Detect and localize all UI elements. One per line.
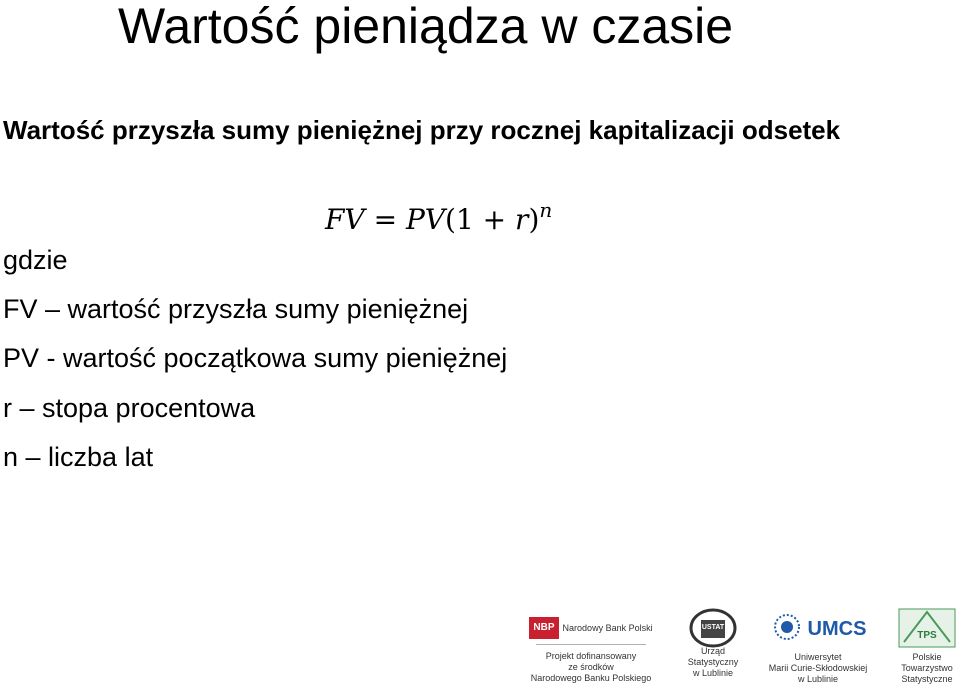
formula-r: r [515, 203, 529, 236]
nbp-caption-1: Projekt dofinansowany [545, 651, 637, 661]
nbp-logo-block [530, 615, 652, 684]
pts-caption-1: Polskie [912, 652, 942, 662]
nbp-badge: NBP [529, 617, 558, 639]
definition-fv: FV – wartość przyszła sumy pieniężnej [3, 294, 469, 324]
umcs-name: UMCS [807, 617, 867, 640]
formula-open-paren: ( [445, 203, 456, 236]
slide-title: Wartość pieniądza w czasie [118, 0, 734, 54]
pts-logo-block [896, 608, 958, 685]
us-logo-block [678, 608, 748, 679]
us-mark: USTAT [701, 624, 725, 631]
slide-subtitle: Wartość przyszła sumy pieniężnej przy rocznej kapitalizacji odsetek [3, 115, 841, 145]
umcs-logo [764, 612, 872, 646]
umcs-logo-block [764, 612, 872, 685]
pts-mark: TPS [917, 630, 937, 641]
where-label: gdzie [3, 245, 68, 275]
umcs-caption-1: Uniwersytet [794, 652, 842, 662]
formula-plus: + [482, 203, 507, 236]
nbp-caption-3: Narodowego Banku Polskiego [530, 673, 652, 683]
us-caption-3: w Lublinie [692, 668, 734, 678]
us-caption-2: Statystyczny [687, 657, 739, 667]
pts-caption-3: Statystyczne [901, 674, 953, 684]
nbp-divider [536, 644, 646, 645]
nbp-name: Narodowy Bank Polski [562, 623, 653, 633]
nbp-caption-2: ze środków [568, 662, 614, 672]
future-value-formula [325, 190, 552, 240]
formula-fv: FV [325, 203, 365, 236]
umcs-emblem-icon [770, 612, 804, 647]
definition-pv: PV - wartość początkowa sumy pieniężnej [3, 343, 508, 373]
pts-emblem-icon [898, 608, 956, 648]
us-caption-1: Urząd [700, 646, 725, 656]
pts-caption-2: Towarzystwo [901, 663, 953, 673]
formula-one: 1 [455, 203, 474, 236]
umcs-caption-2: Marii Curie-Skłodowskiej [768, 663, 868, 673]
formula-equals: = [373, 203, 398, 236]
formula-pv: PV [405, 203, 445, 236]
definition-r: r – stopa procentowa [3, 393, 256, 423]
umcs-caption-3: w Lublinie [797, 674, 839, 684]
formula-exponent-n: n [539, 198, 553, 222]
formula-close-paren: ) [528, 203, 540, 236]
definition-n: n – liczba lat [3, 442, 154, 472]
nbp-logo [530, 615, 652, 641]
